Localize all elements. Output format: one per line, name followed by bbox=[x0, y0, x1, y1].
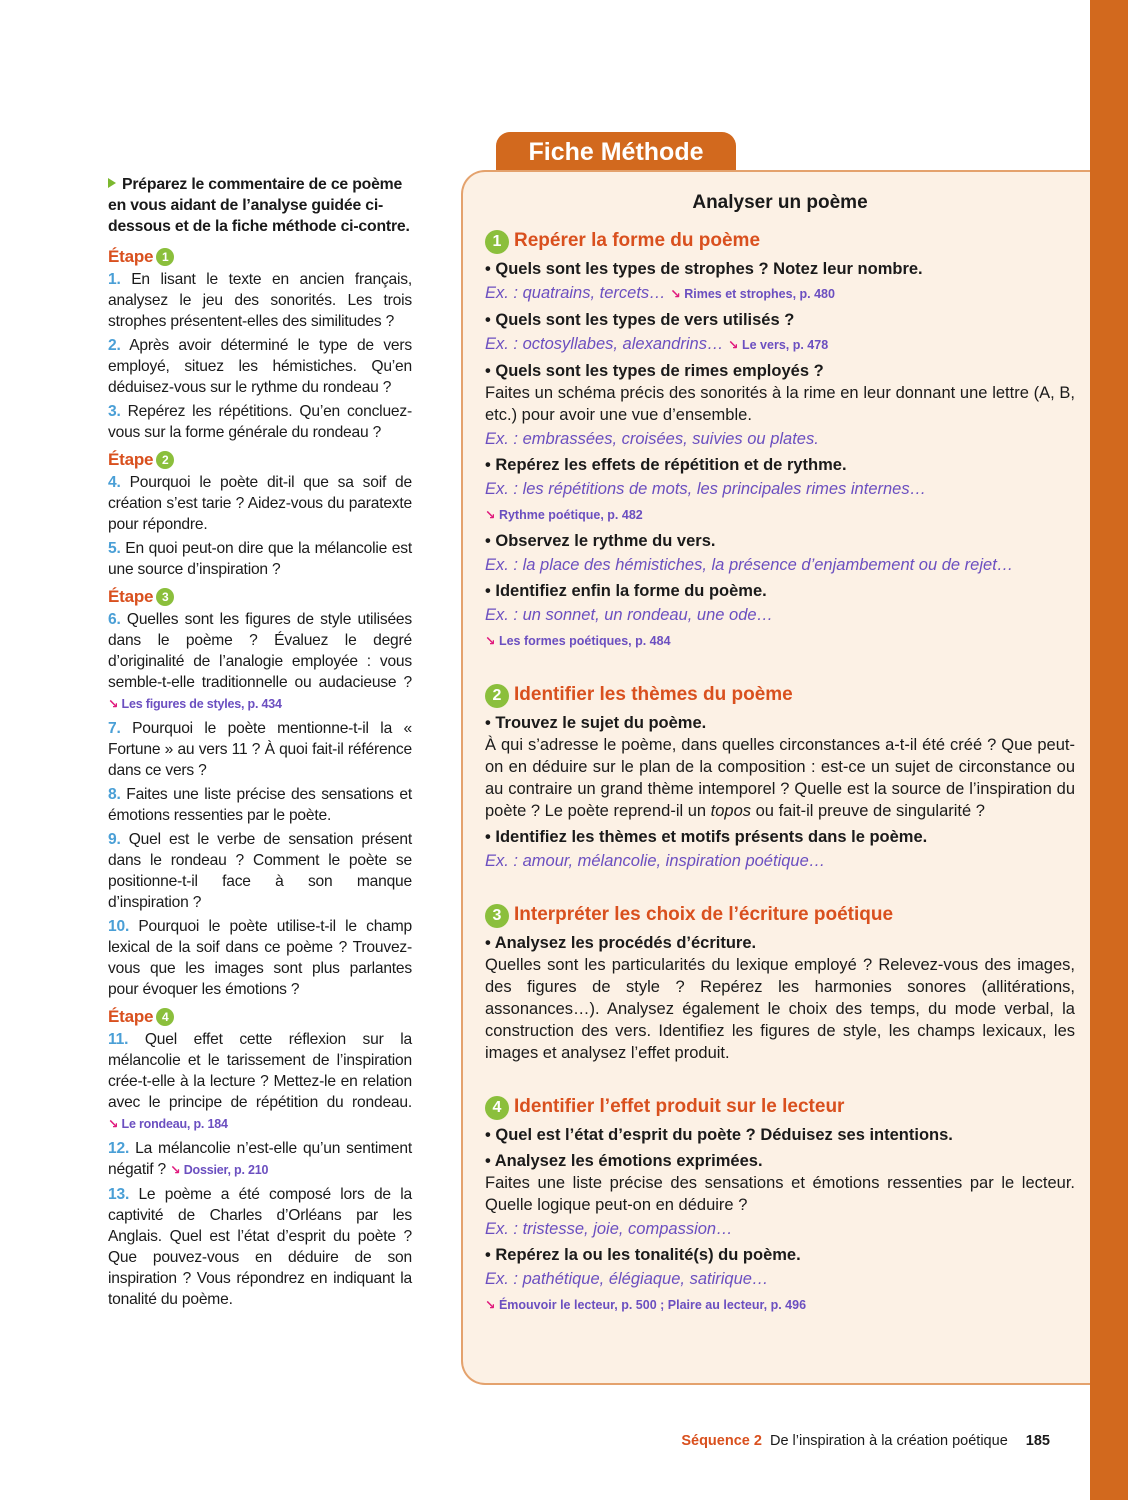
example-text: Ex. : tristesse, joie, compassion… bbox=[485, 1220, 733, 1238]
bullet-title: • Trouvez le sujet du poème. bbox=[485, 714, 707, 732]
section-heading bbox=[485, 902, 1075, 928]
example-line bbox=[485, 428, 1075, 450]
reference-line bbox=[485, 503, 1075, 526]
method-bullet bbox=[485, 1150, 1075, 1240]
bullet-title: • Quels sont les types de rimes employés ? bbox=[485, 362, 824, 380]
bullet-title: • Observez le rythme du vers. bbox=[485, 532, 716, 550]
section-number-badge: 3 bbox=[485, 904, 509, 928]
etape-heading bbox=[108, 586, 412, 608]
section-heading bbox=[485, 228, 1075, 254]
cross-reference-text: Rimes et strophes, p. 480 bbox=[684, 287, 835, 301]
bullet-title: • Repérez les effets de répétition et de rythme. bbox=[485, 456, 847, 474]
question-item bbox=[108, 269, 412, 332]
reference-line bbox=[485, 629, 1075, 652]
arrow-icon: ↘ bbox=[170, 1163, 184, 1177]
arrow-icon: ↘ bbox=[108, 697, 122, 711]
question-text: Après avoir déterminé le type de vers employé, situez les hémistiches. Qu’en déduisez-vous sur le rythme du rondeau ? bbox=[108, 337, 412, 396]
fiche-methode-box bbox=[461, 170, 1090, 1385]
question-number: 6. bbox=[108, 611, 121, 628]
bullet-title: • Identifiez les thèmes et motifs présents dans le poème. bbox=[485, 828, 928, 846]
question-number: 9. bbox=[108, 831, 121, 848]
method-bullet bbox=[485, 454, 1075, 526]
example-line bbox=[485, 1268, 1075, 1290]
cross-reference-text: Émouvoir le lecteur, p. 500 ; Plaire au lecteur, p. 496 bbox=[498, 1298, 807, 1312]
question-text: Quelles sont les figures de style utilisées dans le poème ? Évaluez le degré d’originalité de l’analogie employée : vous semble-t-elle traditionnelle ou audacieuse ? bbox=[108, 611, 412, 691]
example-line bbox=[485, 333, 1075, 356]
question-text: Quel effet cette réflexion sur la mélancolie et le tarissement de l’inspiration crée-t-elle à la lecture ? Mettez-le en relation avec le principe de répétition du rondeau. bbox=[108, 1031, 412, 1111]
section-number-badge: 4 bbox=[485, 1096, 509, 1120]
question-item bbox=[108, 538, 412, 580]
question-number: 10. bbox=[108, 918, 130, 935]
example-line bbox=[485, 554, 1075, 576]
cross-reference bbox=[170, 1163, 268, 1177]
page-edge-bar bbox=[1090, 0, 1128, 1500]
question-text: Pourquoi le poète mentionne-t-il la « Fortune » au vers 11 ? À quoi fait-il référence dans ce vers ? bbox=[108, 720, 413, 779]
question-text: Repérez les répétitions. Qu’en concluez-vous sur la forme générale du rondeau ? bbox=[108, 403, 412, 441]
bullet-title: • Identifiez enfin la forme du poème. bbox=[485, 582, 767, 600]
question-text: Le poème a été composé lors de la captivité de Charles d’Orléans par les Anglais. Quel est l’état d’esprit du poète ? Que pouvez-vous en déduire de son inspiration ? Vous répondrez en indiquant la tonalité du poème. bbox=[108, 1186, 412, 1308]
footer-title: De l’inspiration à la création poétique bbox=[769, 1433, 1008, 1449]
section-heading bbox=[485, 1094, 1075, 1120]
section-heading bbox=[485, 682, 1075, 708]
method-bullet bbox=[485, 309, 1075, 356]
question-item bbox=[108, 1029, 412, 1135]
section-spacer bbox=[485, 1064, 1075, 1094]
fiche-sections bbox=[485, 228, 1075, 1316]
cross-reference bbox=[485, 634, 671, 648]
section-heading-text: Interpréter les choix de l’écriture poétique bbox=[514, 904, 894, 925]
etape-number-badge: 2 bbox=[156, 451, 174, 469]
question-item bbox=[108, 1138, 412, 1181]
example-text: Ex. : la place des hémistiches, la présence d’enjambement ou de rejet… bbox=[485, 556, 1014, 574]
question-item bbox=[108, 609, 412, 715]
question-text: Quel est le verbe de sensation présent dans le rondeau ? Comment le poète se positionne-t-il face à son manque d’inspiration ? bbox=[108, 831, 413, 911]
method-bullet bbox=[485, 712, 1075, 822]
etape-heading bbox=[108, 246, 412, 268]
question-text: La mélancolie n’est-elle qu’un sentiment négatif ? bbox=[108, 1140, 412, 1178]
cross-reference bbox=[728, 338, 828, 352]
arrow-icon: ↘ bbox=[485, 634, 499, 648]
question-item bbox=[108, 916, 412, 1000]
section-spacer bbox=[485, 652, 1075, 682]
question-text: Pourquoi le poète utilise-t-il le champ lexical de la soif dans ce poème ? Trouvez-vous que les images sont plus parlantes pour évoquer les émotions ? bbox=[108, 918, 412, 998]
question-number: 8. bbox=[108, 786, 121, 803]
cross-reference-text: Dossier, p. 210 bbox=[183, 1163, 269, 1177]
bullet-description: Quelles sont les particularités du lexique employé ? Relevez-vous des images, des figures de style ? Repérez les harmonies sonores (allitérations, assonances…). Analysez également le choix des temps, du mode verbal, la construction des vers. Identifiez les figures de style, les champs lexicaux, les images et analysez l’effet produit. bbox=[485, 956, 1075, 1062]
section-number-badge: 1 bbox=[485, 230, 509, 254]
etape-label: Étape bbox=[108, 450, 154, 469]
etape-number-badge: 4 bbox=[156, 1008, 174, 1026]
question-text: En lisant le texte en ancien français, analysez le jeu des sonorités. Les trois strophes présentent-elles des similitudes ? bbox=[108, 271, 412, 330]
etape-label: Étape bbox=[108, 1007, 154, 1026]
question-number: 1. bbox=[108, 271, 121, 288]
cross-reference bbox=[108, 1117, 228, 1131]
method-bullet bbox=[485, 932, 1075, 1064]
section-heading-text: Repérer la forme du poème bbox=[514, 230, 761, 251]
section-heading-text: Identifier les thèmes du poème bbox=[514, 684, 793, 705]
fiche-methode-tab: Fiche Méthode bbox=[496, 132, 736, 172]
method-bullet bbox=[485, 1124, 1075, 1146]
example-line bbox=[485, 478, 1075, 500]
question-item bbox=[108, 784, 412, 826]
question-number: 7. bbox=[108, 720, 121, 737]
arrow-icon: ↘ bbox=[485, 508, 499, 522]
question-item bbox=[108, 829, 412, 913]
example-line bbox=[485, 1218, 1075, 1240]
question-item bbox=[108, 472, 412, 535]
arrow-icon: ↘ bbox=[670, 287, 685, 301]
bullet-description: À qui s’adresse le poème, dans quelles circonstances a-t-il été créé ? Que peut-on en déduire sur le plan de la composition : est-ce un sujet de circonstance ou au contraire un grand thème intemporel ? Quelle est la source de l’inspiration du poète ? Le poète reprend-il un topos ou fait-il preuve de singularité ? bbox=[485, 736, 1075, 820]
method-bullet bbox=[485, 360, 1075, 450]
example-line bbox=[485, 282, 1075, 305]
example-text: Ex. : pathétique, élégiaque, satirique… bbox=[485, 1270, 769, 1288]
bullet-description: Faites une liste précise des sensations et émotions ressenties par le lecteur. Quelle logique peut-on en déduire ? bbox=[485, 1174, 1075, 1214]
etape-heading bbox=[108, 1006, 412, 1028]
cross-reference-text: Le vers, p. 478 bbox=[742, 338, 829, 352]
cross-reference-text: Rythme poétique, p. 482 bbox=[498, 508, 643, 522]
cross-reference-text: Les figures de styles, p. 434 bbox=[121, 697, 282, 711]
cross-reference bbox=[485, 508, 643, 522]
etape-label: Étape bbox=[108, 587, 154, 606]
question-text: Pourquoi le poète dit-il que sa soif de création s’est tarie ? Aidez-vous du paratexte pour répondre. bbox=[108, 474, 413, 533]
fiche-title: Analyser un poème bbox=[692, 192, 868, 213]
question-number: 11. bbox=[108, 1031, 129, 1048]
question-text: En quoi peut-on dire que la mélancolie est une source d’inspiration ? bbox=[108, 540, 412, 578]
question-text: Faites une liste précise des sensations et émotions ressenties par le poète. bbox=[108, 786, 412, 824]
method-bullet bbox=[485, 580, 1075, 652]
example-text: Ex. : octosyllabes, alexandrins… bbox=[485, 335, 724, 353]
page-footer bbox=[681, 1431, 1050, 1451]
cross-reference bbox=[108, 697, 282, 711]
question-item bbox=[108, 718, 412, 781]
example-text: Ex. : un sonnet, un rondeau, une ode… bbox=[485, 606, 774, 624]
etape-number-badge: 3 bbox=[156, 588, 174, 606]
question-number: 13. bbox=[108, 1186, 130, 1203]
example-text: Ex. : les répétitions de mots, les principales rimes internes… bbox=[485, 480, 927, 498]
bullet-description: Faites un schéma précis des sonorités à la rime en leur donnant une lettre (A, B, etc.) pour avoir une vue d’ensemble. bbox=[485, 384, 1075, 424]
triangle-bullet-icon bbox=[108, 178, 116, 188]
section-heading-text: Identifier l’effet produit sur le lecteur bbox=[514, 1096, 845, 1117]
question-item bbox=[108, 1184, 412, 1310]
etape-label: Étape bbox=[108, 247, 154, 266]
question-number: 2. bbox=[108, 337, 121, 354]
question-number: 5. bbox=[108, 540, 121, 557]
example-line bbox=[485, 604, 1075, 626]
section-number-badge: 2 bbox=[485, 684, 509, 708]
cross-reference-text: Les formes poétiques, p. 484 bbox=[498, 634, 671, 648]
question-number: 12. bbox=[108, 1140, 130, 1157]
method-bullet bbox=[485, 530, 1075, 576]
bullet-title: • Quel est l’état d’esprit du poète ? Déduisez ses intentions. bbox=[485, 1126, 953, 1144]
etape-number-badge: 1 bbox=[156, 248, 174, 266]
question-item bbox=[108, 401, 412, 443]
footer-sequence: Séquence 2 bbox=[681, 1433, 762, 1449]
cross-reference bbox=[670, 287, 835, 301]
example-text: Ex. : amour, mélancolie, inspiration poétique… bbox=[485, 852, 826, 870]
reference-line bbox=[485, 1293, 1075, 1316]
arrow-icon: ↘ bbox=[728, 338, 742, 352]
bullet-title: • Analysez les émotions exprimées. bbox=[485, 1152, 763, 1170]
method-bullet bbox=[485, 826, 1075, 872]
page-number: 185 bbox=[1025, 1433, 1050, 1449]
example-line bbox=[485, 850, 1075, 872]
example-text: Ex. : quatrains, tercets… bbox=[485, 284, 666, 302]
bullet-title: • Quels sont les types de strophes ? Notez leur nombre. bbox=[485, 260, 923, 278]
question-number: 4. bbox=[108, 474, 121, 491]
example-text: Ex. : embrassées, croisées, suivies ou plates. bbox=[485, 430, 819, 448]
question-number: 3. bbox=[108, 403, 121, 420]
etapes-list bbox=[108, 246, 412, 1310]
guided-analysis-column bbox=[108, 174, 412, 1313]
bullet-title: • Quels sont les types de vers utilisés ? bbox=[485, 311, 795, 329]
cross-reference bbox=[485, 1298, 806, 1312]
method-bullet bbox=[485, 258, 1075, 305]
question-item bbox=[108, 335, 412, 398]
arrow-icon: ↘ bbox=[485, 1298, 499, 1312]
arrow-icon: ↘ bbox=[108, 1117, 122, 1131]
cross-reference-text: Le rondeau, p. 184 bbox=[121, 1117, 228, 1131]
bullet-title: • Analysez les procédés d’écriture. bbox=[485, 934, 757, 952]
etape-heading bbox=[108, 449, 412, 471]
intro-instruction: Préparez le commentaire de ce poème en vous aidant de l’analyse guidée ci-dessous et de la fiche méthode ci-contre. bbox=[108, 176, 410, 235]
bullet-title: • Repérez la ou les tonalité(s) du poème. bbox=[485, 1246, 801, 1264]
section-spacer bbox=[485, 872, 1075, 902]
method-bullet bbox=[485, 1244, 1075, 1316]
